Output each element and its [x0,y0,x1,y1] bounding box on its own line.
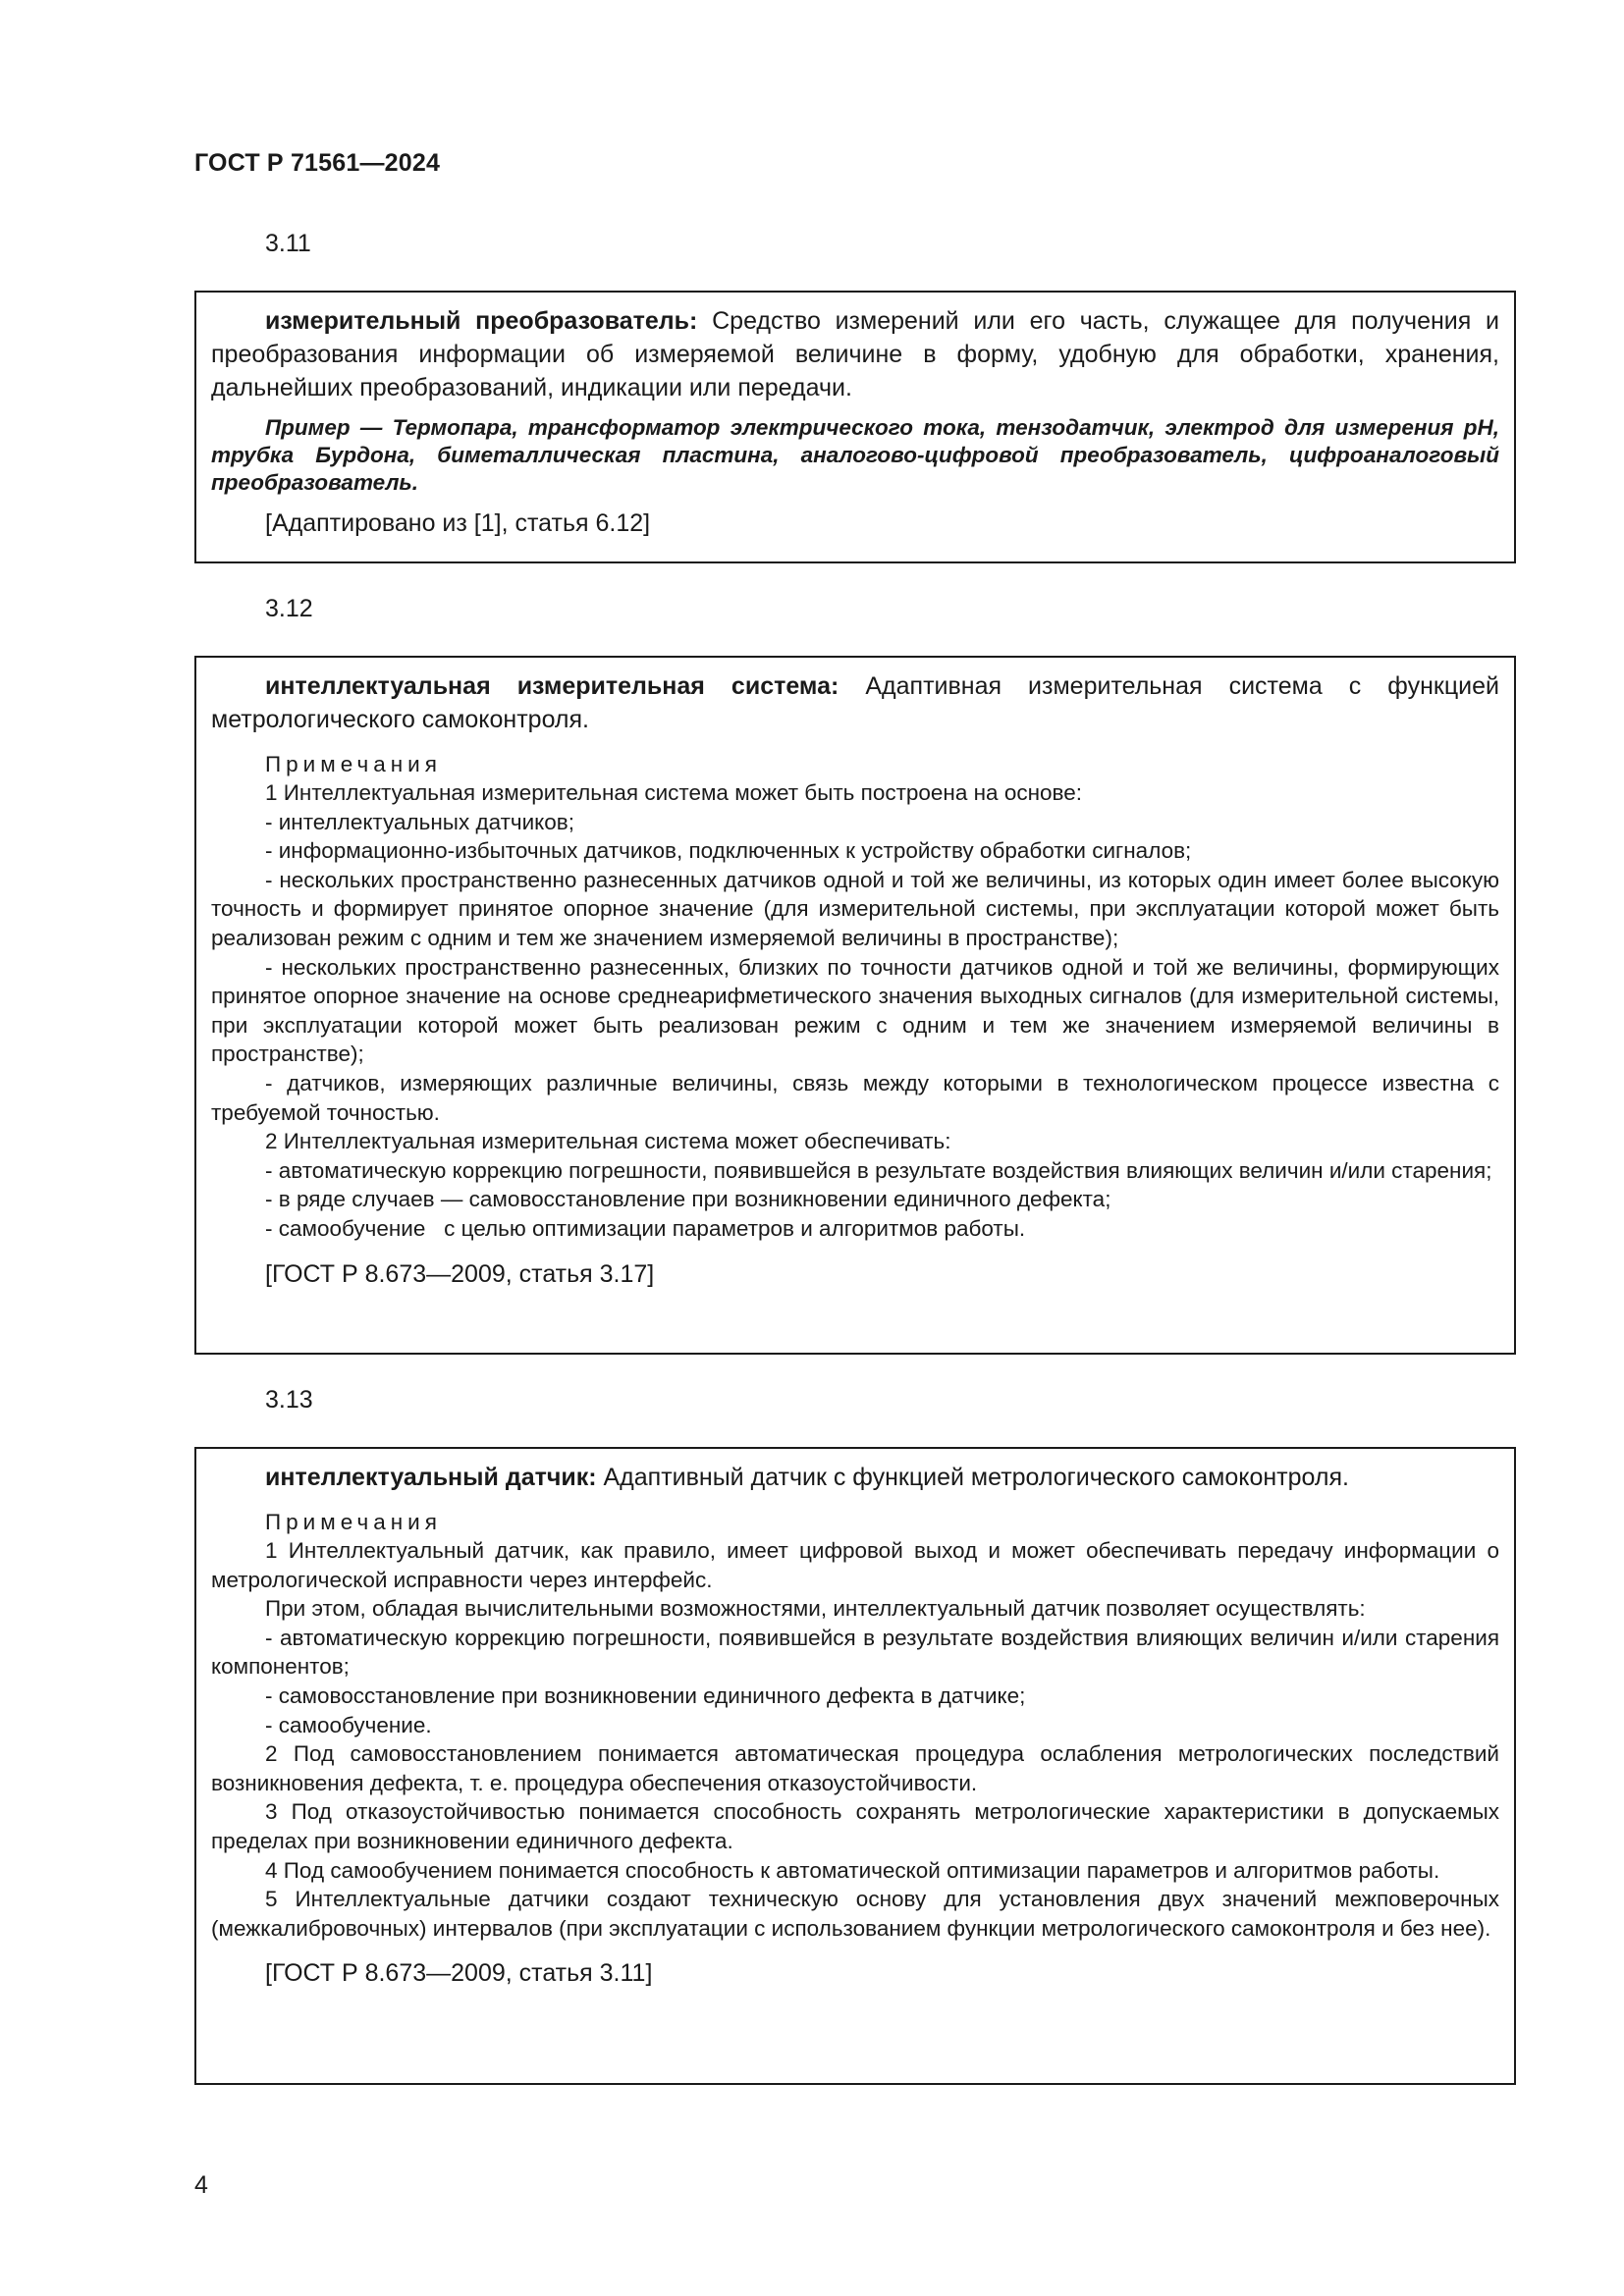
note-line: При этом, обладая вычислительными возможностями, интеллектуальный датчик позволяет осуществлять: [265,1596,1366,1622]
term-title: измерительный преобразователь: [265,307,698,335]
section-number-3-13: 3.13 [265,1386,313,1414]
note-line: 1 Интеллектуальная измерительная система может быть построена на основе: [265,780,1082,805]
example-text: Пример — Термопара, трансформатор электрического тока, тензодатчик, электрод для измерения pH, трубка Бурдона, биметаллическая пластина, аналогово-цифровой преобразователь, цифроаналоговый преобразователь. [211,415,1499,495]
note-line: - самообучение с целью оптимизации параметров и алгоритмов работы. [265,1215,1026,1241]
term-box-3-11 [194,291,1516,563]
notes-title: Примечания [265,752,442,776]
definition-text: Адаптивный датчик с функцией метрологического самоконтроля. [596,1464,1349,1491]
source-reference: [Адаптировано из [1], статья 6.12] [265,509,651,537]
term-definition [211,1461,1499,1494]
page-number: 4 [194,2171,208,2199]
term-box-3-13 [194,1447,1516,2085]
document-header: ГОСТ Р 71561—2024 [194,149,441,177]
note-line: 5 Интеллектуальные датчики создают техническую основу для установления двух значений межповерочных (межкалибровочных) интервалов (при эксплуатации с использованием функции метрологического самоконтроля и без нее). [211,1887,1499,1941]
note-line: - информационно-избыточных датчиков, подключенных к устройству обработки сигналов; [265,838,1192,864]
note-line: - датчиков, измеряющих различные величины, связь между которыми в технологическом процессе известна с требуемой точностью. [211,1070,1499,1125]
source-reference: [ГОСТ Р 8.673—2009, статья 3.17] [265,1259,655,1288]
section-number-3-11: 3.11 [265,230,311,257]
note-line: 2 Под самовосстановлением понимается автоматическая процедура ослабления метрологических последствий возникновения дефекта, т. е. процедура обеспечения отказоустойчивости. [211,1741,1499,1795]
term-definition [211,304,1499,404]
definition-text: Адаптивная измерительная система с функцией метрологического самоконтроля. [211,672,1499,733]
note-line: - самообучение. [265,1712,432,1737]
note-line: 3 Под отказоустойчивостью понимается способность сохранять метрологические характеристики в допускаемых пределах при возникновении единичного дефекта. [211,1799,1499,1853]
notes-title: Примечания [265,1510,442,1534]
note-line: - интеллектуальных датчиков; [265,809,574,834]
note-line: - автоматическую коррекцию погрешности, появившейся в результате воздействия влияющих величин и/или старения; [265,1157,1492,1183]
term-title: интеллектуальная измерительная система: [265,672,839,700]
note-line: - нескольких пространственно разнесенных датчиков одной и той же величины, из которых один имеет более высокую точность и формирует принятое опорное значение (для измерительной системы, при эксплуатации которой может быть реализован режим с одним и тем же значением измеряемой величины в пространстве); [211,867,1499,950]
note-line: - самовосстановление при возникновении единичного дефекта в датчике; [265,1682,1026,1708]
term-title: интеллектуальный датчик: [265,1464,597,1491]
term-box-3-12 [194,656,1516,1355]
note-line: 1 Интеллектуальный датчик, как правило, имеет цифровой выход и может обеспечивать передачу информации о метрологической исправности через интерфейс. [211,1538,1499,1592]
term-definition [211,669,1499,736]
definition-text: Средство измерений или его часть, служащее для получения и преобразования информации об измеряемой величине в форму, удобную для обработки, хранения, дальнейших преобразований, индикации или передачи. [211,307,1499,401]
source-reference: [ГОСТ Р 8.673—2009, статья 3.11] [265,1959,653,1988]
section-number-3-12: 3.12 [265,595,313,622]
note-line: 2 Интеллектуальная измерительная система может обеспечивать: [265,1129,951,1154]
note-line: - автоматическую коррекцию погрешности, появившейся в результате воздействия влияющих величин и/или старения компонентов; [211,1625,1499,1680]
note-line: - нескольких пространственно разнесенных, близких по точности датчиков одной и той же величины, формирующих принятое опорное значение на основе среднеарифметического значения выходных сигналов (для измерительной системы, при эксплуатации которой может быть реализован режим с одним и тем же значением измеряемой величины в пространстве); [211,954,1499,1067]
note-line: - в ряде случаев — самовосстановление при возникновении единичного дефекта; [265,1187,1111,1212]
note-line: 4 Под самообучением понимается способность к автоматической оптимизации параметров и алгоритмов работы. [265,1857,1440,1883]
